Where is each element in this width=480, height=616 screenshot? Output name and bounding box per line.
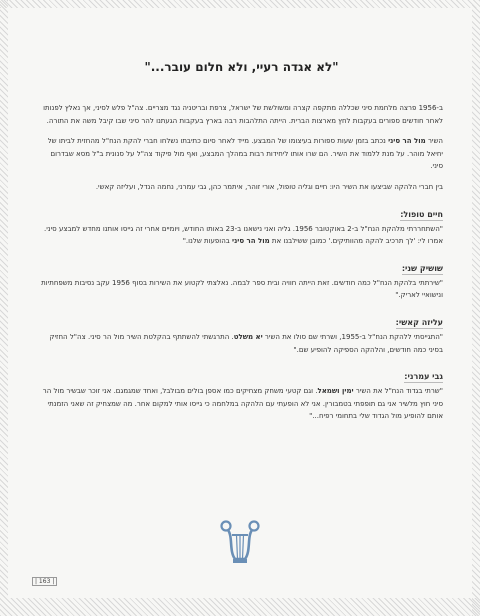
section-heading-shani: שושיק שני: [401,263,443,273]
section-heading-kashi: עליזה קאשי: [395,317,443,327]
intro-paragraph-3: בין חברי הלהקה שביצעו את השיר היו: חיים וגליה טופול, אורי זוהר, איתמר כהן, גבי עמרני, נחמה הנדל, ועליזה קאשי. [95,182,443,191]
page-number: | 163 | [32,577,57,586]
section-heading-amrani: גבי עמרני: [404,372,443,382]
section-quote-topol: "השתחררתי מלהקת הנח"ל ב-2 באוקטובר 1956. גליה ואני נישאנו ב-23 באותו החודש, ויומיים אחרי זה גייסו אותנו מחדש למבצע סיני. אמרו לי: 'לך תרכיב להקה מהוותיקים.' כמובן ששילבנו את מול הר סיני בהופעות שלנו." [44,224,443,246]
section-quote-shani: "שירתתי בלהקת הנח"ל כמה חודשים. זאת הייתה חוויה ובית ספר לבמה. נאלצתי לקטוע את השירות בסוף 1956 עקב נסיבות משפחתיות ונישואיי לאריק." [41,278,443,300]
hatched-border-bottom [0,598,480,616]
intro-paragraph-1: ב-1956 פרצה מלחמת סיני שכללה מתקפה קצרה ומשולשת של ישראל, צרפת ובריטניה נגד מצריים. צה"ל פלש לסיני, אך נאלץ לפנותו לאחר חודשים ספורים בעקבות לחץ מארצות הברית. הייתה התלהבות רבה בארץ בעקבות הגעתנו להר סיני שבו קיבל משה את התורה. [43,104,443,125]
section-quote-amrani: "שרתי בגדוד הנח"ל את השיר ימין ושמאל. וגם קטעי משחק מצחיקים כמו אספן בולים מבולבל, ואחד שמגמגם. אני זוכר שבשיר מול הר סיני חוץ מלשיר אני גם תופפתי בטמבורין. אני לא הופעתי עם הלהקה במלחמה כי גייסו אותי למקום אחר. מה שמצחיק זה שאני הזמנתי אותם להופיע מול הגדוד שלי בתחומי רפיח..." [42,387,443,421]
hatched-border-left [0,0,8,616]
hatched-border-top [0,0,480,8]
lyre-icon [219,519,261,569]
page-title: "לא אגדה רעיי, ולא חלום עובר..." [144,60,339,74]
song-title-bold: מול הר סיני [388,137,426,146]
intro-paragraph-2 [40,135,443,173]
hatched-border-right [472,0,480,616]
intro-2-text-c: נכתב בזמן שעות ספורות בעיצומו של המבצע. מייד לאחר סיום כתיבתו נשלחו חברי להקת הנח"ל מהחזית לביתו של יחיאל מוהר. על מנת ללמוד את השיר. הם שרו אותו ליחידות רבות במהלך המבצע, ואף מול פיקוד צה"ל על סנונית ב"ל מסא שבדרום סיני. [47,137,443,171]
page-content [40,60,443,431]
intro-2-text-a: השיר [425,137,443,146]
section-heading-topol: חיים טופול: [400,209,443,219]
section-quote-kashi: "התגייסתי ללהקת הנח"ל ב-1955, ושרתי שם סולו את השיר יא משלט. התרגשתי להשתתף בהקלטת השיר מול הר סיני. צה"ל החזיק בסיני כמה חודשים, והלהקה הספיקה להופיע שם." [49,332,443,354]
